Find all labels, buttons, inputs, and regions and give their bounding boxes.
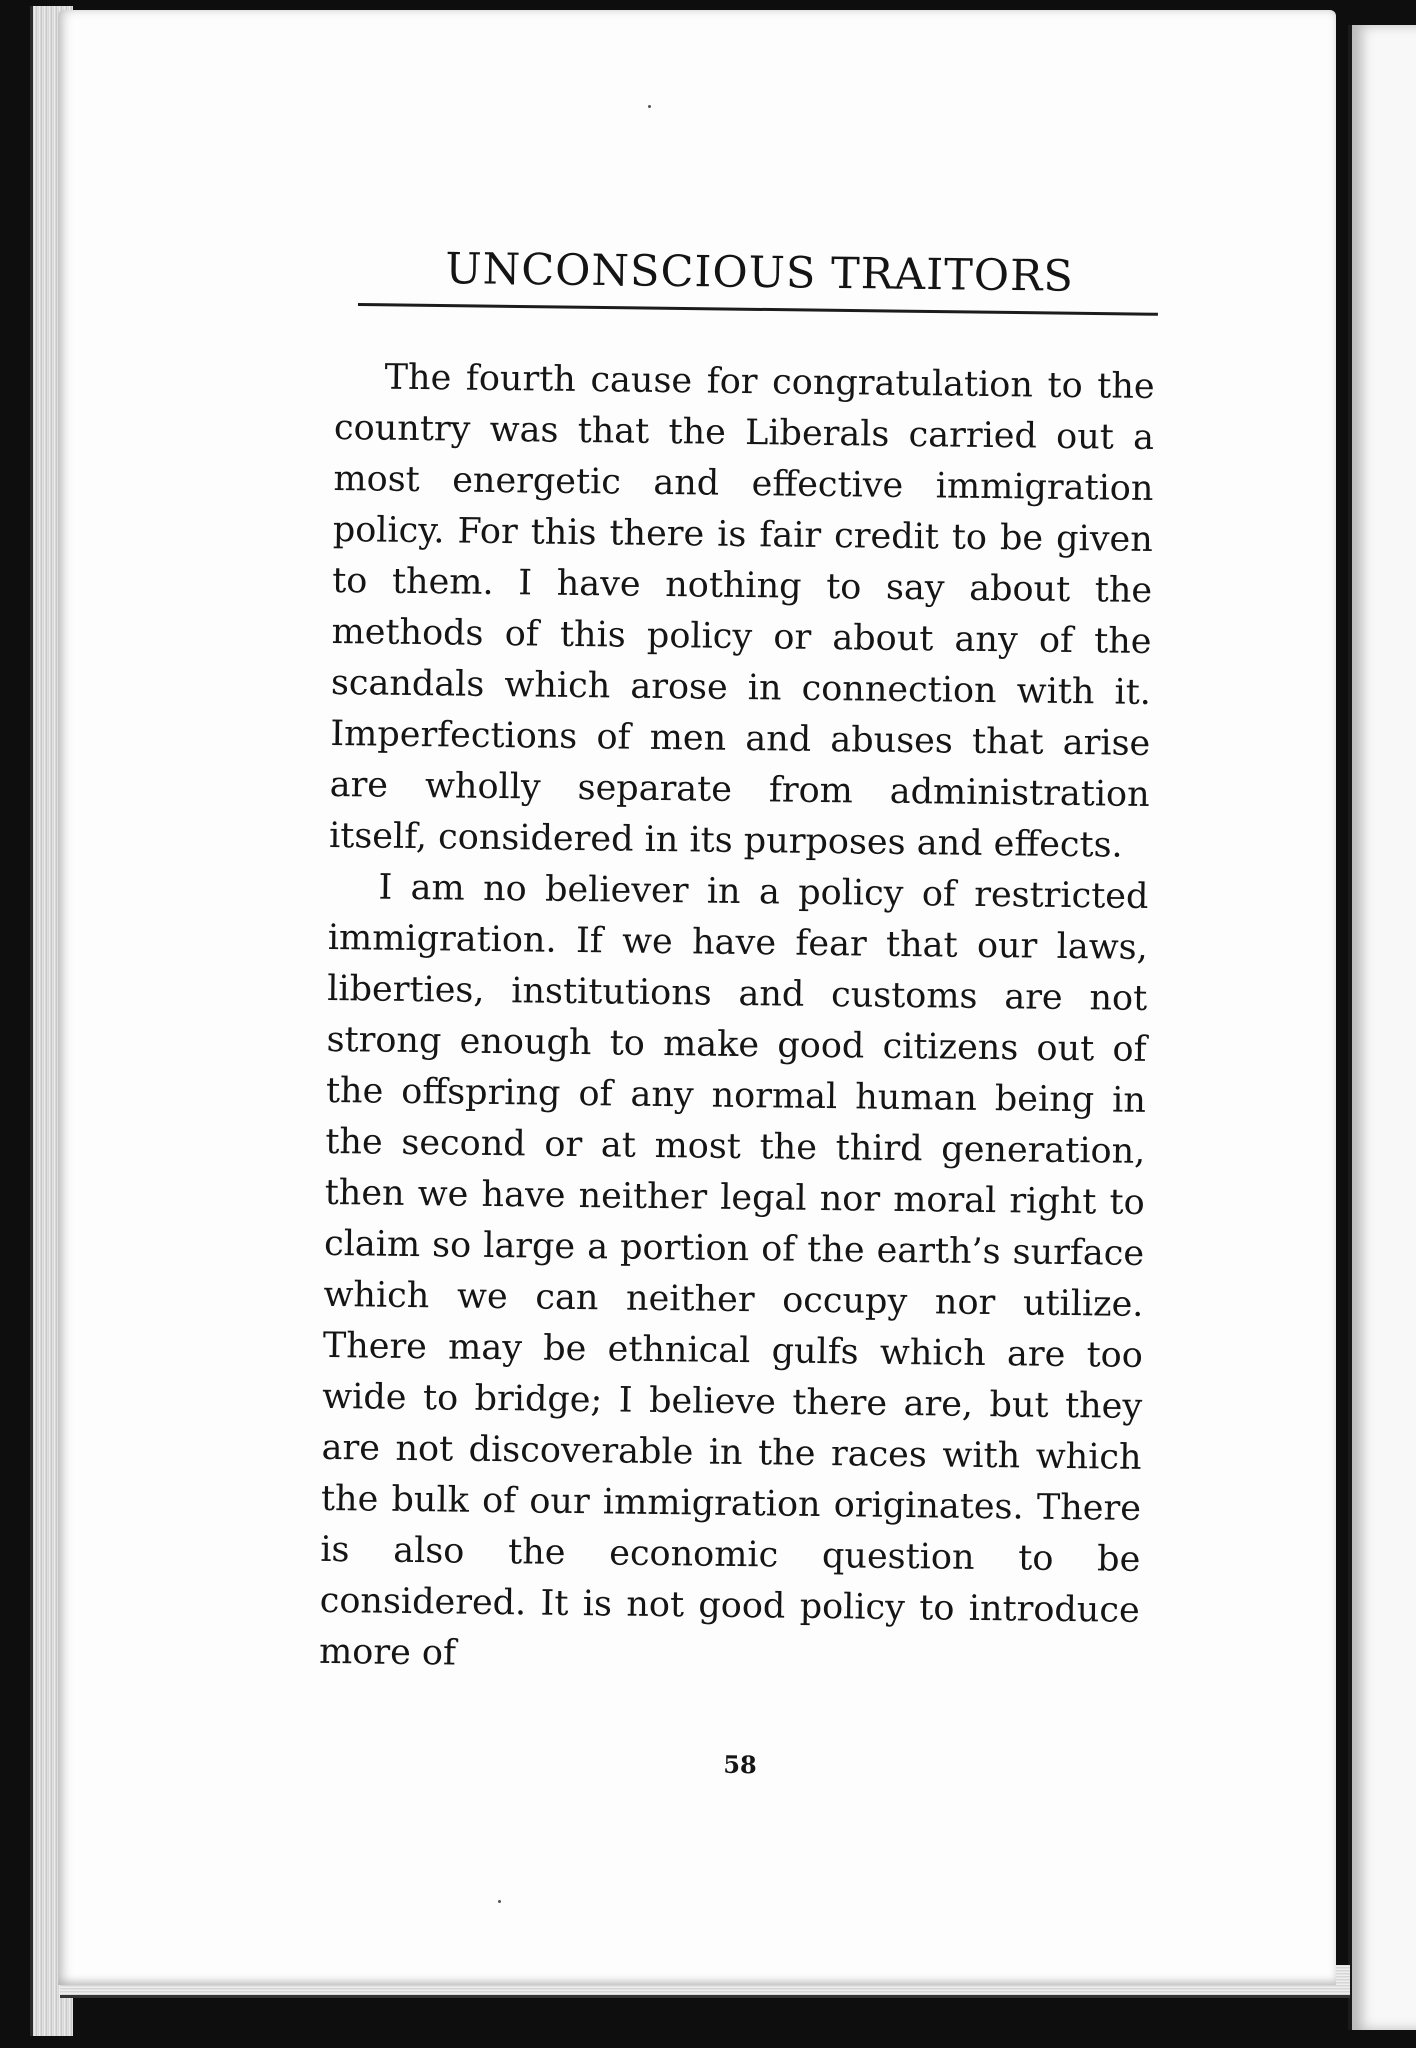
paragraph: The fourth cause for congratulation to the country was that the Liberals carried out a most energetic and effective immigration policy. For this there is fair credit to be given to them. I have nothing to say about the methods of this policy or about any of the scandals which arose in connection with it. Imperfections of men and abuses that arise are wholly separate from administration itself, considered in its purposes and effects.	[328, 357, 1155, 866]
paper-speck	[648, 105, 651, 108]
running-head: UNCONSCIOUS TRAITORS	[445, 244, 1075, 302]
paper-speck	[498, 1900, 501, 1903]
paragraph: I am no believer in a policy of restricted immigration. If we have fear that our laws, liberties, institutions and customs are not strong enough to make good citizens out of the offspring of any normal human being in the second or at most the third generation, then we have neither legal nor moral right to claim so large a portion of the earth’s surface which we can neither occupy nor utilize. There may be ethnical gulfs which are too wide to bridge; I believe there are, but they are not discoverable in the races with which the bulk of our immigration originates. There is also the economic question to be considered. It is not good policy to introduce more of	[318, 867, 1149, 1674]
page-number: 58	[723, 1749, 757, 1780]
facing-page-edge	[1348, 25, 1416, 2030]
page-body-text	[319, 352, 1155, 1688]
